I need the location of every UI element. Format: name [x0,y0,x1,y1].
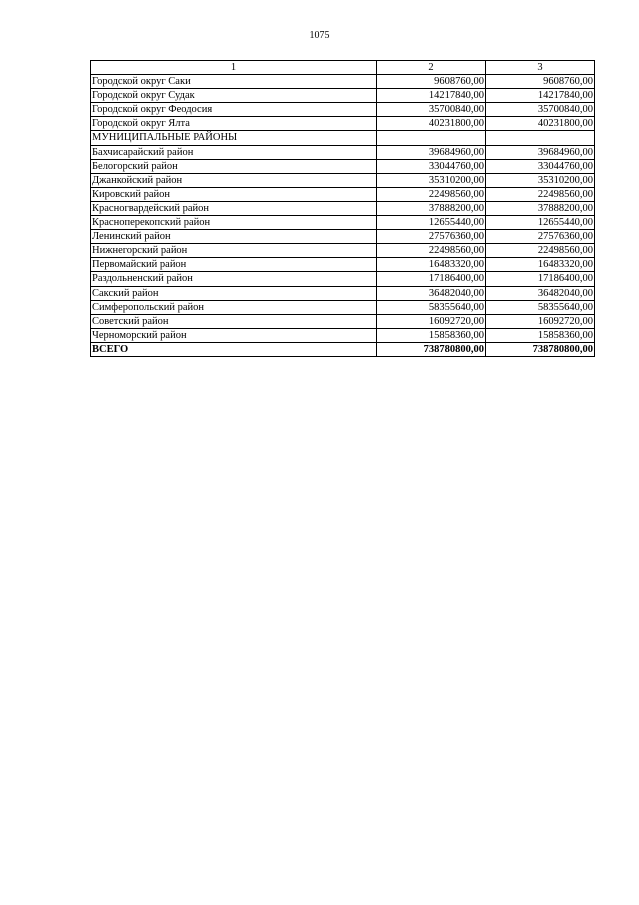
row-value-col3-cell: 22498560,00 [486,187,595,201]
table-row [91,187,595,201]
row-value-col3-cell: 17186400,00 [486,272,595,286]
table-row [91,272,595,286]
row-value-col3-cell: 27576360,00 [486,230,595,244]
table-row [91,201,595,215]
row-name-cell: Нижнегорский район [91,244,377,258]
row-name-cell: Городской округ Саки [91,75,377,89]
row-name-cell: Черноморский район [91,328,377,342]
table-row [91,173,595,187]
row-name-cell: Городской округ Феодосия [91,103,377,117]
table-row [91,131,595,145]
row-value-col2-cell: 22498560,00 [377,187,486,201]
row-name-cell: Джанкойский район [91,173,377,187]
row-name-cell: Красноперекопский район [91,216,377,230]
row-value-col2-cell: 40231800,00 [377,117,486,131]
row-value-col3-cell: 35310200,00 [486,173,595,187]
table-row [91,230,595,244]
row-value-col3-cell: 58355640,00 [486,300,595,314]
budget-table [90,60,595,357]
column-header-2: 2 [377,61,486,75]
row-value-col2-cell: 15858360,00 [377,328,486,342]
row-name-cell: МУНИЦИПАЛЬНЫЕ РАЙОНЫ [91,131,377,145]
row-value-col3-cell: 36482040,00 [486,286,595,300]
row-name-cell: Городской округ Ялта [91,117,377,131]
row-value-col2-cell: 58355640,00 [377,300,486,314]
row-name-cell: Бахчисарайский район [91,145,377,159]
row-value-col2-cell: 22498560,00 [377,244,486,258]
total-label-cell: ВСЕГО [91,342,377,356]
row-name-cell: Советский район [91,314,377,328]
row-value-col2-cell: 27576360,00 [377,230,486,244]
total-value-col2-cell: 738780800,00 [377,342,486,356]
table-row [91,244,595,258]
row-name-cell: Первомайский район [91,258,377,272]
row-value-col2-cell: 16092720,00 [377,314,486,328]
row-value-col3-cell: 12655440,00 [486,216,595,230]
page-number: 1075 [309,30,330,41]
table-row [91,159,595,173]
row-name-cell: Красногвардейский район [91,201,377,215]
row-value-col3-cell: 14217840,00 [486,89,595,103]
row-value-col2-cell: 14217840,00 [377,89,486,103]
row-name-cell: Городской округ Судак [91,89,377,103]
table-row [91,286,595,300]
row-name-cell: Кировский район [91,187,377,201]
total-value-col3-cell: 738780800,00 [486,342,595,356]
row-value-col2-cell: 12655440,00 [377,216,486,230]
row-value-col3-cell: 16483320,00 [486,258,595,272]
row-value-col2-cell: 35310200,00 [377,173,486,187]
row-value-col3-cell: 37888200,00 [486,201,595,215]
row-value-col3-cell: 39684960,00 [486,145,595,159]
row-value-col3-cell: 15858360,00 [486,328,595,342]
row-value-col2-cell: 37888200,00 [377,201,486,215]
table-row [91,300,595,314]
table-row [91,216,595,230]
column-header-3: 3 [486,61,595,75]
row-name-cell: Ленинский район [91,230,377,244]
table-row [91,145,595,159]
row-value-col3-cell [486,131,595,145]
table-total-row [91,342,595,356]
table-body [91,61,595,357]
table-row [91,314,595,328]
row-name-cell: Симферопольский район [91,300,377,314]
table-row [91,328,595,342]
table-row [91,103,595,117]
column-header-1: 1 [91,61,377,75]
row-name-cell: Белогорский район [91,159,377,173]
row-name-cell: Раздольненский район [91,272,377,286]
table-row [91,117,595,131]
row-value-col3-cell: 16092720,00 [486,314,595,328]
row-value-col3-cell: 9608760,00 [486,75,595,89]
table-header-row [91,61,595,75]
table-row [91,258,595,272]
row-value-col3-cell: 33044760,00 [486,159,595,173]
row-value-col2-cell: 36482040,00 [377,286,486,300]
row-value-col2-cell: 35700840,00 [377,103,486,117]
row-value-col2-cell: 17186400,00 [377,272,486,286]
row-value-col2-cell: 9608760,00 [377,75,486,89]
row-value-col2-cell: 33044760,00 [377,159,486,173]
row-value-col3-cell: 22498560,00 [486,244,595,258]
table-row [91,89,595,103]
row-value-col2-cell [377,131,486,145]
row-value-col2-cell: 16483320,00 [377,258,486,272]
row-value-col3-cell: 35700840,00 [486,103,595,117]
table-row [91,75,595,89]
row-value-col2-cell: 39684960,00 [377,145,486,159]
row-value-col3-cell: 40231800,00 [486,117,595,131]
row-name-cell: Сакский район [91,286,377,300]
